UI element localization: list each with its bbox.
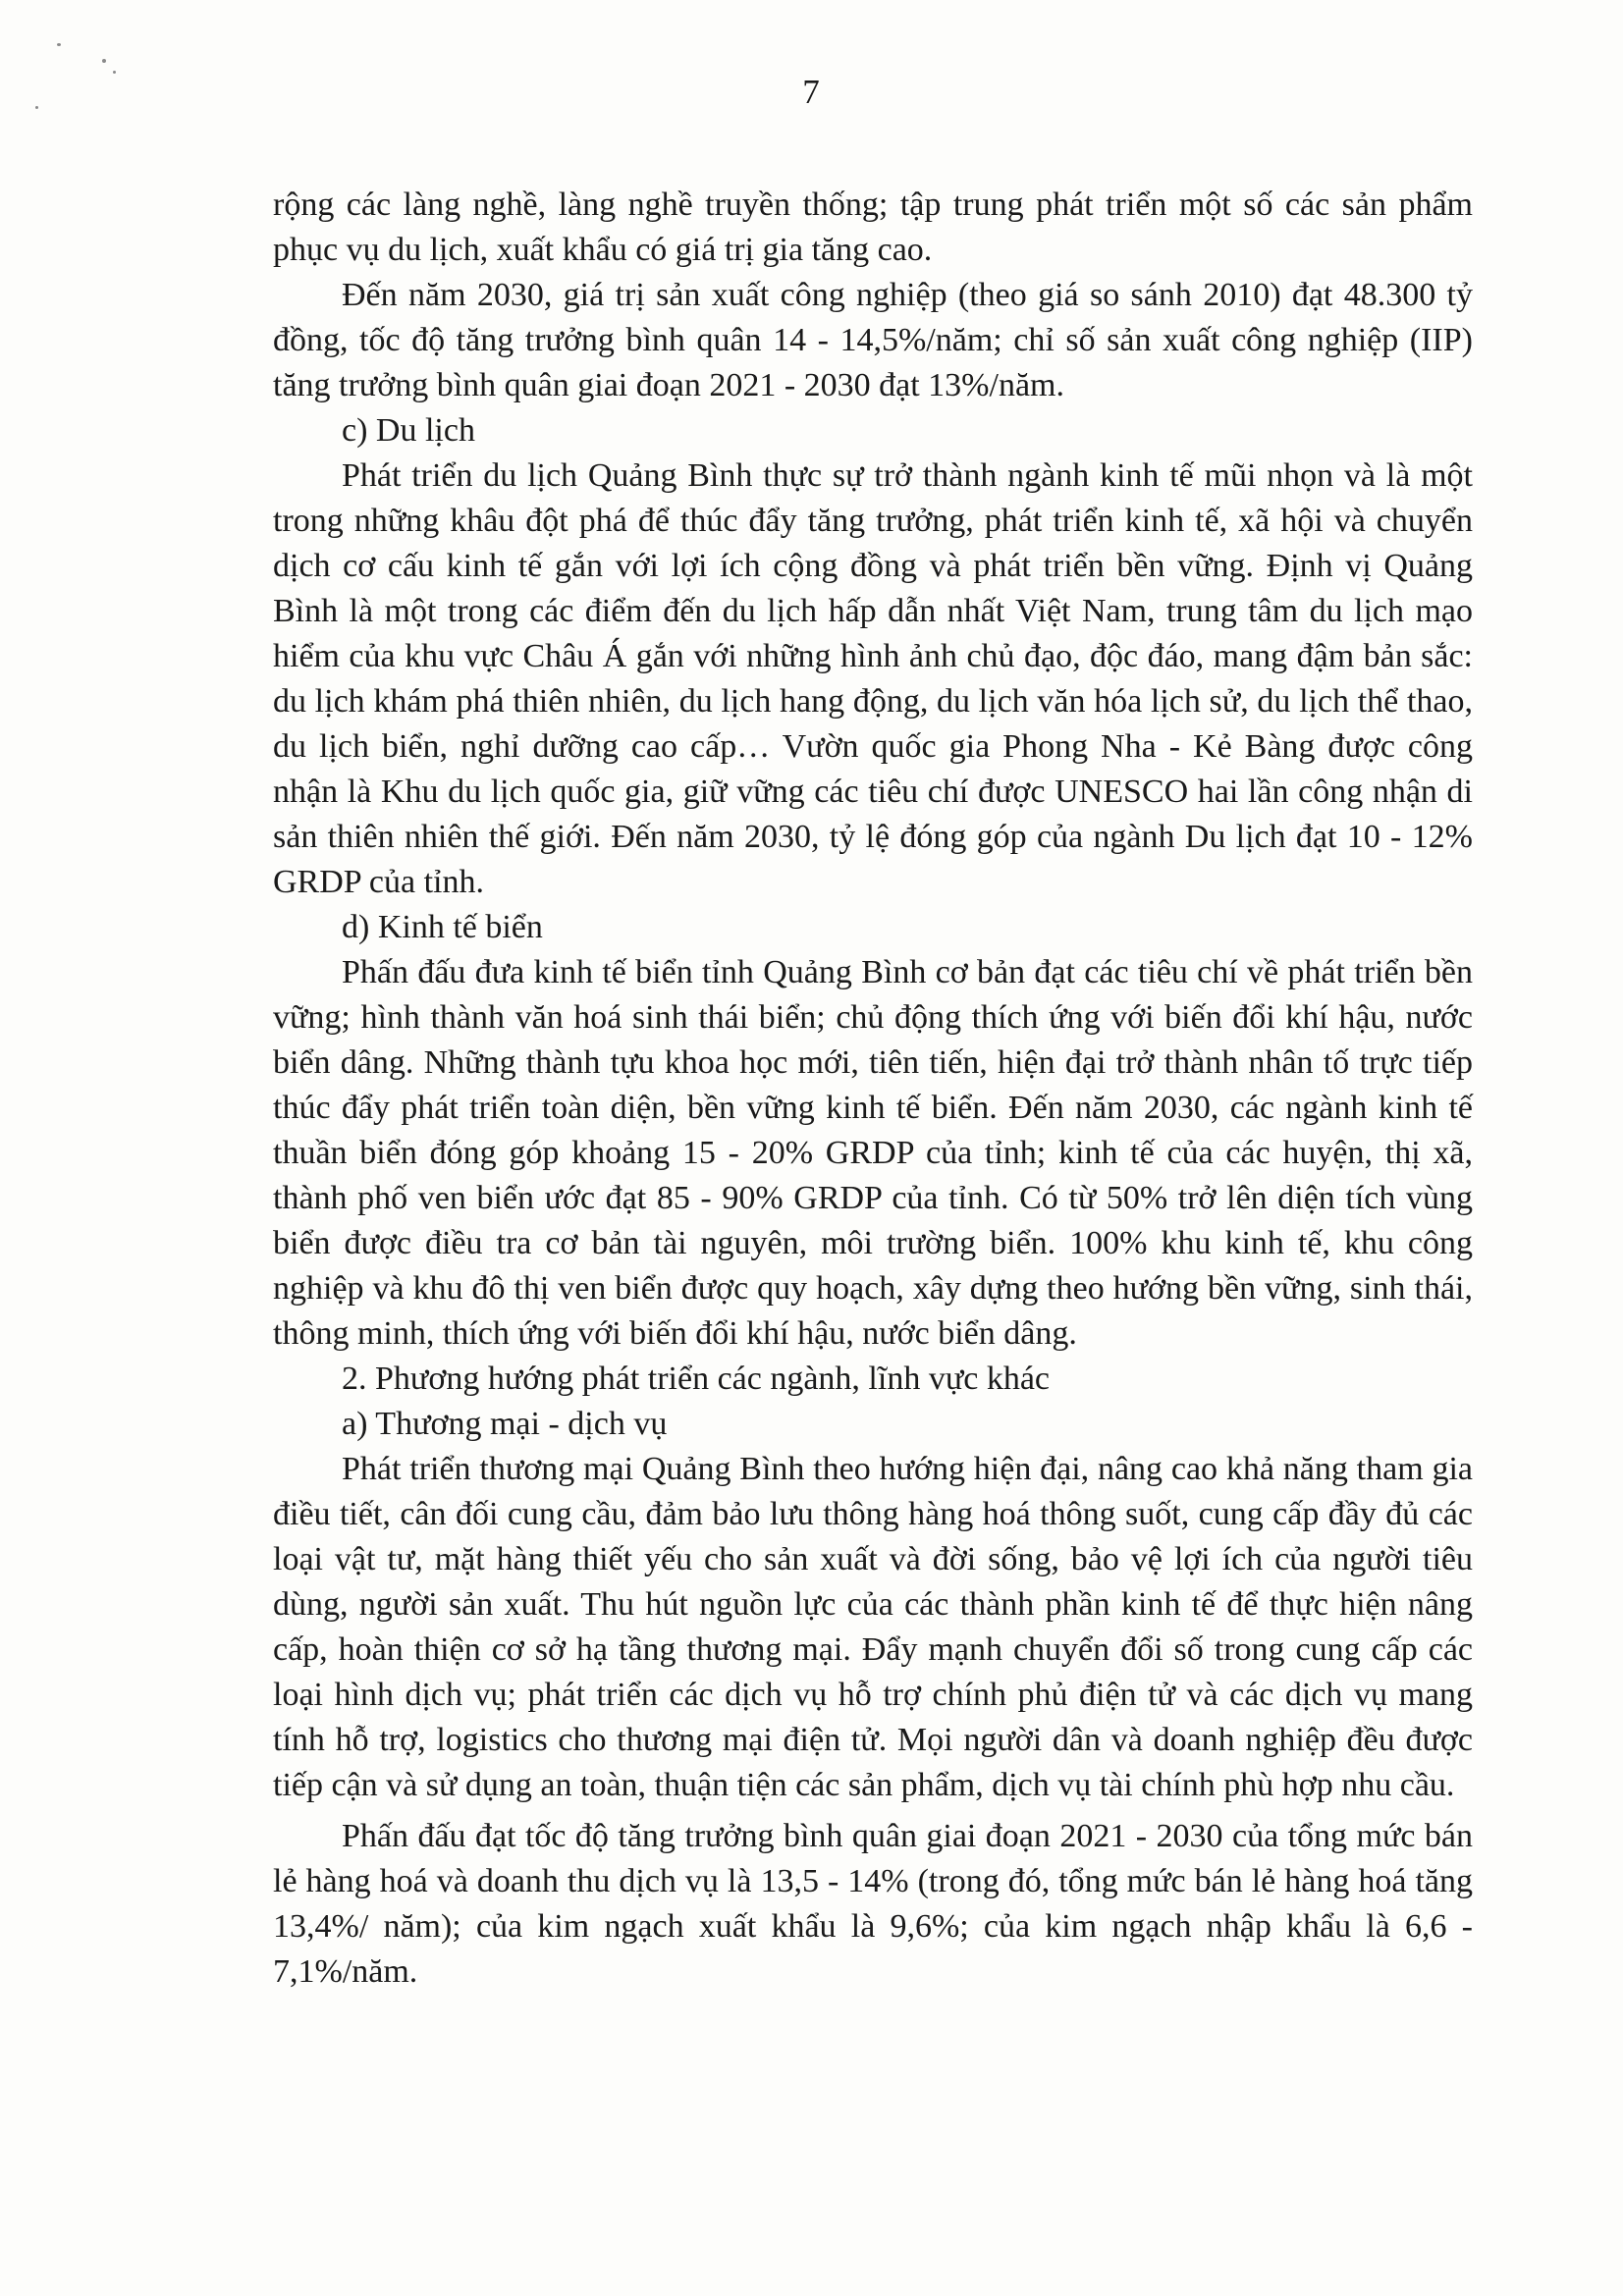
paragraph-tourism: Phát triển du lịch Quảng Bình thực sự trở thành ngành kinh tế mũi nhọn và là một trong những khâu đột phá để thúc đẩy tăng trưởng, phát triển kinh tế, xã hội và chuyển dịch cơ cấu kinh tế gắn với lợi ích cộng đồng và phát triển bền vững. Định vị Quảng Bình là một trong các điểm đến du lịch hấp dẫn nhất Việt Nam, trung tâm du lịch mạo hiểm của khu vực Châu Á gắn với những hình ảnh chủ đạo, độc đáo, mang đậm bản sắc: du lịch khám phá thiên nhiên, du lịch hang động, du lịch văn hóa lịch sử, du lịch thể thao, du lịch biển, nghỉ dưỡng cao cấp… Vườn quốc gia Phong Nha - Kẻ Bàng được công nhận là Khu du lịch quốc gia, giữ vững các tiêu chí được UNESCO hai lần công nhận di sản thiên nhiên thế giới. Đến năm 2030, tỷ lệ đóng góp của ngành Du lịch đạt 10 - 12% GRDP của tỉnh. [273,457,1473,900]
paragraph-marine-economy: Phấn đấu đưa kinh tế biển tỉnh Quảng Bình cơ bản đạt các tiêu chí về phát triển bền vững; hình thành văn hoá sinh thái biển; chủ động thích ứng với biến đổi khí hậu, nước biển dâng. Những thành tựu khoa học mới, tiên tiến, hiện đại trở thành nhân tố trực tiếp thúc đẩy phát triển toàn diện, bền vững kinh tế biển. Đến năm 2030, các ngành kinh tế thuần biển đóng góp khoảng 15 - 20% GRDP của tỉnh; kinh tế của các huyện, thị xã, thành phố ven biển ước đạt 85 - 90% GRDP của tỉnh. Có từ 50% trở lên diện tích vùng biển được điều tra cơ bản tài nguyên, môi trường biển. 100% khu kinh tế, khu công nghiệp và khu đô thị ven biển được quy hoạch, xây dựng theo hướng bền vững, sinh thái, thông minh, thích ứng với biến đổi khí hậu, nước biển dâng. [273,954,1473,1352]
scan-speck [57,43,61,46]
paragraph-trade-services: Phát triển thương mại Quảng Bình theo hướng hiện đại, nâng cao khả năng tham gia điều tiết, cân đối cung cầu, đảm bảo lưu thông hàng hoá thông suốt, cung cấp đầy đủ các loại vật tư, mặt hàng thiết yếu cho sản xuất và đời sống, bảo vệ lợi ích của người tiêu dùng, người sản xuất. Thu hút nguồn lực của các thành phần kinh tế để thực hiện nâng cấp, hoàn thiện cơ sở hạ tầng thương mại. Đẩy mạnh chuyển đổi số trong cung cấp các loại hình dịch vụ; phát triển các dịch vụ hỗ trợ chính phủ điện tử và các dịch vụ mang tính hỗ trợ, logistics cho thương mại điện tử. Mọi người dân và doanh nghiệp đều được tiếp cận và sử dụng an toàn, thuận tiện các sản phẩm, dịch vụ tài chính phù hợp nhu cầu. [273,1451,1473,1803]
document-body [273,183,1473,1995]
paragraph-industry-target: Đến năm 2030, giá trị sản xuất công nghiệp (theo giá so sánh 2010) đạt 48.300 tỷ đồng, tốc độ tăng trưởng bình quân 14 - 14,5%/năm; chỉ số sản xuất công nghiệp (IIP) tăng trưởng bình quân giai đoạn 2021 - 2030 đạt 13%/năm. [273,277,1473,403]
section-heading-trade-services: a) Thương mại - dịch vụ [342,1406,668,1442]
paragraph-growth-targets: Phấn đấu đạt tốc độ tăng trưởng bình quân giai đoạn 2021 - 2030 của tổng mức bán lẻ hàng hoá và doanh thu dịch vụ là 13,5 - 14% (trong đó, tổng mức bán lẻ hàng hoá tăng 13,4%/ năm); của kim ngạch xuất khẩu là 9,6%; của kim ngạch nhập khẩu là 6,6 - 7,1%/năm. [273,1818,1473,1990]
scan-speck [102,59,106,63]
section-heading-marine-economy: d) Kinh tế biển [342,909,543,945]
section-heading-tourism: c) Du lịch [342,412,475,449]
page-number: 7 [802,73,820,111]
section-heading-other-sectors: 2. Phương hướng phát triển các ngành, lĩnh vực khác [342,1361,1051,1397]
paragraph-continuation: rộng các làng nghề, làng nghề truyền thống; tập trung phát triển một số các sản phẩm phục vụ du lịch, xuất khẩu có giá trị gia tăng cao. [273,187,1473,268]
